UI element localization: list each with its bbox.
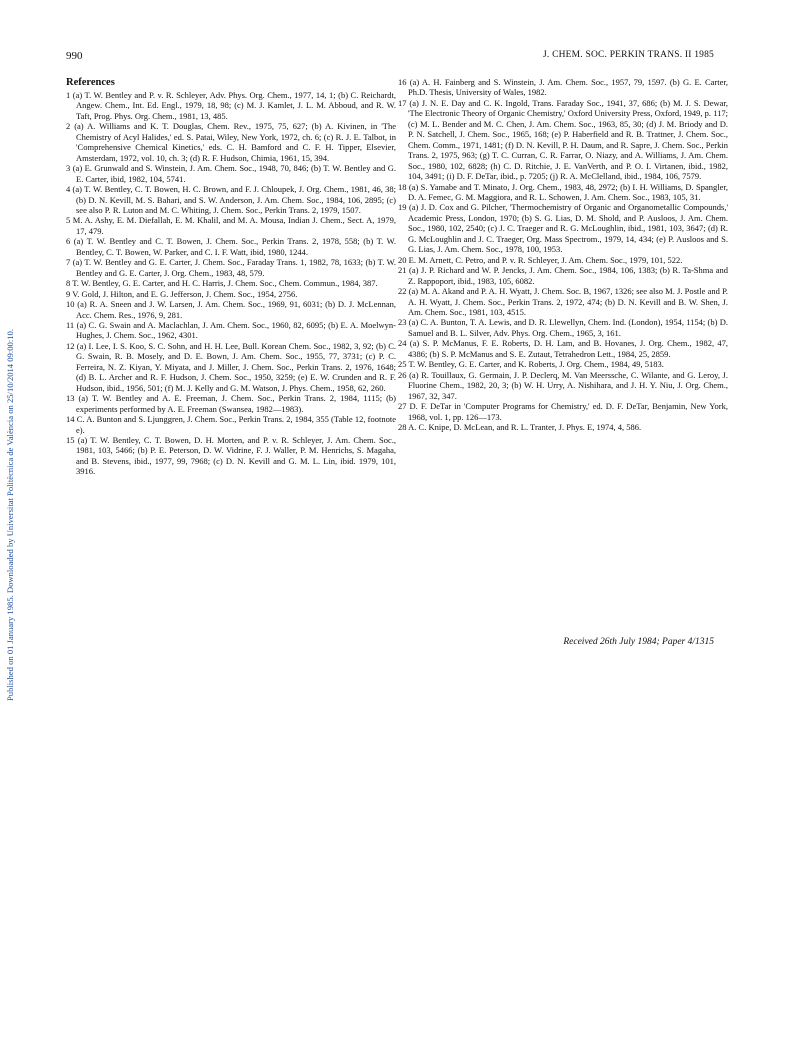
reference-entry: 21 (a) J. P. Richard and W. P. Jencks, J. Am. Chem. Soc., 1984, 106, 1383; (b) R. Ta-Shma and Z. Rappoport, ibid., 1983, 105, 6082. — [398, 265, 728, 286]
reference-entry: 1 (a) T. W. Bentley and P. v. R. Schleyer, Adv. Phys. Org. Chem., 1977, 14, 1; (b) C. Reichardt, Angew. Chem., Int. Ed. Engl., 1979, 18, 98; (c) M. J. Kamlet, J. L. M. Abboud, and R. W. Taft, Prog. Phys. Org. Chem., 1981, 13, 485. — [66, 90, 396, 121]
reference-entry: 4 (a) T. W. Bentley, C. T. Bowen, H. C. Brown, and F. J. Chloupek, J. Org. Chem., 1981, 46, 38; (b) D. N. Kevill, M. S. Bahari, and S. W. Anderson, J. Am. Chem. Soc., 1984, 106, 2895; (c) see also P. R. Luton and M. C. Whiting, J. Chem. Soc., Perkin Trans. 2, 1979, 1507. — [66, 184, 396, 215]
journal-running-title: J. CHEM. SOC. PERKIN TRANS. II 1985 — [543, 50, 714, 60]
reference-entry: 17 (a) J. N. E. Day and C. K. Ingold, Trans. Faraday Soc., 1941, 37, 686; (b) M. J. S. Dewar, 'The Electronic Theory of Organic Chemistry,' Oxford University Press, Oxford, 1949, p. 117; (c) M. L. Bender and M. C. Chen, J. Am. Chem. Soc., 1963, 85, 30; (d) J. M. Briody and D. P. N. Satchell, J. Chem. Soc., 1965, 168; (e) P. Haberfield and R. B. Trattner, J. Chem. Soc., Chem. Comm., 1971, 1481; (f) D. N. Kevill, P. H. Daum, and R. Sapre, J. Chem. Soc., Perkin Trans. 2, 1975, 963; (g) T. C. Curran, C. R. Farrar, O. Niazy, and A. Williams, J. Am. Chem. Soc., 1980, 102, 6828; (h) C. D. Ritchie, J. E. VanVerth, and P. O. I. Virtanen, ibid., 1982, 104, 3491; (i) D. F. DeTar, ibid., p. 7205; (j) R. A. McClelland, ibid., 1984, 106, 7579. — [398, 97, 728, 182]
reference-entry: 2 (a) A. Williams and K. T. Douglas, Chem. Rev., 1975, 75, 627; (b) A. Kivinen, in 'The Chemistry of Acyl Halides,' ed. S. Patai, Wiley, New York, 1972, ch. 6; (c) R. J. E. Talbot, in 'Comprehensive Chemical Kinetics,' eds. C. H. Bamford and C. F. H. Tipper, Elsevier, Amsterdam, 1972, vol. 10, ch. 3; (d) R. F. Hudson, Chimia, 1961, 15, 394. — [66, 121, 396, 163]
references-list-right — [398, 77, 728, 432]
reference-entry: 8 T. W. Bentley, G. E. Carter, and H. C. Harris, J. Chem. Soc., Chem. Commun., 1984, 387. — [66, 278, 378, 289]
reference-entry: 25 T. W. Bentley, G. E. Carter, and K. Roberts, J. Org. Chem., 1984, 49, 5183. — [398, 359, 664, 370]
reference-entry: 26 (a) R. Touillaux, G. Germain, J. P. Declerq, M. Van Meerssche, C. Wilante, and G. Leroy, J. Fluorine Chem., 1982, 20, 3; (b) W. H. Urry, A. Nishihara, and J. H. Y. Niu, J. Org. Chem., 1967, 32, 347. — [398, 369, 728, 401]
reference-entry: 18 (a) S. Yamabe and T. Minato, J. Org. Chem., 1983, 48, 2972; (b) I. H. Williams, D. Spangler, D. A. Femec, G. M. Maggiora, and R. L. Schowen, J. Am. Chem. Soc., 1983, 105, 31. — [398, 181, 728, 202]
reference-entry: 3 (a) E. Grunwald and S. Winstein, J. Am. Chem. Soc., 1948, 70, 846; (b) T. W. Bentley and G. E. Carter, ibid, 1982, 104, 5741. — [66, 163, 396, 184]
reference-entry: 12 (a) I. Lee, I. S. Koo, S. C. Sohn, and H. H. Lee, Bull. Korean Chem. Soc., 1982, 3, 92; (b) C. G. Swain, R. B. Mosely, and D. E. Bown, J. Am. Chem. Soc., 1955, 77, 3731; (c) P. C. Ferreira, N. Z. Kiyan, Y. Miyata, and J. Miller, J. Chem. Soc., Perkin Trans. 2, 1976, 1648; (d) B. L. Archer and R. F. Hudson, J. Chem. Soc., 1950, 3259; (e) E. W. Crunden and R. F. Hudson, ibid., 1956, 501; (f) M. J. Kelly and G. M. Watson, J. Phys. Chem., 1958, 62, 260. — [66, 340, 396, 393]
references-list-left — [66, 90, 396, 477]
page-number: 990 — [66, 50, 83, 62]
received-date-note: Received 26th July 1984; Paper 4/1315 — [563, 637, 714, 647]
reference-entry: 14 C. A. Bunton and S. Ljunggren, J. Chem. Soc., Perkin Trans. 2, 1984, 355 (Table 12, footnote e). — [66, 414, 396, 435]
reference-entry: 16 (a) A. H. Fainberg and S. Winstein, J. Am. Chem. Soc., 1957, 79, 1597. (b) G. E. Carter, Ph.D. Thesis, University of Wales, 1982. — [398, 77, 728, 98]
reference-entry: 6 (a) T. W. Bentley and C. T. Bowen, J. Chem. Soc., Perkin Trans. 2, 1978, 558; (b) T. W. Bentley, C. T. Bowen, W. Parker, and C. I. F. Watt, ibid, 1980, 1244. — [66, 236, 396, 257]
reference-entry: 19 (a) J. D. Cox and G. Pilcher, 'Thermochemistry of Organic and Organometallic Compounds,' Academic Press, London, 1970; (b) S. G. Lias, D. M. Shold, and P. Ausloos, J. Am. Chem. Soc., 1980, 102, 2540; (c) J. C. Traeger and R. G. McLoughlin, ibid., 1981, 103, 3647; (d) R. G. McLoughlin and J. C. Traeger, Org. Mass Spectrom., 1979, 14, 434; (e) P. Ausloos and S. G. Lias, J. Am. Chem. Soc., 1978, 100, 1953. — [398, 202, 728, 255]
reference-entry: 20 E. M. Arnett, C. Petro, and P. v. R. Schleyer, J. Am. Chem. Soc., 1979, 101, 522. — [398, 254, 683, 265]
reference-entry: 28 A. C. Knipe, D. McLean, and R. L. Tranter, J. Phys. E, 1974, 4, 586. — [398, 421, 642, 432]
download-watermark-text: Published on 01 January 1985. Downloaded by Universitat Politècnica de València on 25/10/2014 09:00:10. — [5, 329, 15, 701]
reference-entry: 24 (a) S. P. McManus, F. E. Roberts, D. H. Lam, and B. Hovanes, J. Org. Chem., 1982, 47, 4386; (b) S. P. McManus and S. E. Zutaut, Tetrahedron Lett., 1984, 25, 2859. — [398, 338, 728, 359]
reference-entry: 27 D. F. DeTar in 'Computer Programs for Chemistry,' ed. D. F. DeTar, Benjamin, New York, 1968, vol. 1, pp. 126—173. — [398, 401, 728, 422]
download-watermark — [2, 185, 18, 845]
references-left-column — [66, 77, 396, 477]
reference-entry: 9 V. Gold, J. Hilton, and E. G. Jefferson, J. Chem. Soc., 1954, 2756. — [66, 288, 298, 299]
reference-entry: 11 (a) C. G. Swain and A. Maclachlan, J. Am. Chem. Soc., 1960, 82, 6095; (b) E. A. Moelwyn-Hughes, J. Chem. Soc., 1962, 4301. — [66, 319, 396, 341]
reference-entry: 7 (a) T. W. Bentley and G. E. Carter, J. Chem. Soc., Faraday Trans. 1, 1982, 78, 1633; (b) T. W. Bentley and G. E. Carter, J. Org. Chem., 1983, 48, 579. — [66, 257, 396, 278]
reference-entry: 5 M. A. Ashy, E. M. Diefallah, E. M. Khalil, and M. A. Mousa, Indian J. Chem., Sect. A, 1979, 17, 479. — [66, 215, 396, 236]
page-header — [66, 50, 714, 64]
reference-entry: 13 (a) T. W. Bentley and A. E. Freeman, J. Chem. Soc., Perkin Trans. 2, 1984, 1115; (b) experiments performed by A. E. Freeman (Swansea, 1982—1983). — [66, 393, 396, 414]
references-right-column — [398, 77, 728, 432]
reference-entry: 23 (a) C. A. Bunton, T. A. Lewis, and D. R. Llewellyn, Chem. Ind. (London), 1954, 1154; (b) D. Samuel and B. L. Silver, Adv. Phys. Org. Chem., 1965, 3, 161. — [398, 317, 728, 338]
reference-entry: 10 (a) R. A. Sneen and J. W. Larsen, J. Am. Chem. Soc., 1969, 91, 6031; (b) D. J. McLennan, Acc. Chem. Res., 1976, 9, 281. — [66, 299, 396, 320]
reference-entry: 22 (a) M. A. Akand and P. A. H. Wyatt, J. Chem. Soc. B, 1967, 1326; see also M. J. Postle and P. A. H. Wyatt, J. Chem. Soc., Perkin Trans. 2, 1972, 474; (b) D. N. Kevill and B. W. Shen, J. Am. Chem. Soc., 1981, 103, 4515. — [398, 286, 728, 317]
references-heading: References — [66, 77, 115, 88]
reference-entry: 15 (a) T. W. Bentley, C. T. Bowen, D. H. Morten, and P. v. R. Schleyer, J. Am. Chem. Soc., 1981, 103, 5466; (b) P. E. Peterson, D. W. Vidrine, F. J. Waller, P. M. Henrichs, S. Magaha, and B. Stevens, ibid., 1977, 99, 7968; (c) D. N. Kevill and G. M. L. Lin, ibid. 1979, 101, 3916. — [66, 434, 396, 477]
